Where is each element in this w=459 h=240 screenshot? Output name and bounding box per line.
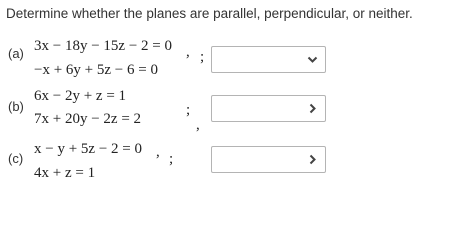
part-b-semicolon: ; — [186, 102, 191, 118]
question-text: Determine whether the planes are parallel, perpendicular, or neither. — [6, 6, 413, 21]
part-a-semicolon: ; — [200, 49, 205, 65]
part-a-answer-dropdown[interactable] — [211, 46, 326, 73]
part-a-equation-2: −x + 6y + 5z − 6 = 0 — [34, 62, 158, 78]
part-c-equation-1: x − y + 5z − 2 = 0 — [34, 141, 142, 157]
part-b-equation-2: 7x + 20y − 2z = 2 — [34, 111, 142, 127]
part-c-semicolon: ; — [169, 151, 174, 167]
chevron-down-icon — [307, 54, 318, 65]
chevron-right-icon — [307, 154, 318, 165]
part-c-answer-dropdown[interactable] — [211, 146, 326, 173]
chevron-right-icon — [307, 103, 318, 114]
part-a-label: (a) — [8, 46, 24, 61]
part-b-answer-dropdown[interactable] — [211, 95, 326, 122]
part-a-equation-1: 3x − 18y − 15z − 2 = 0 — [34, 38, 172, 54]
part-b-label: (b) — [8, 99, 24, 114]
part-c-label: (c) — [8, 151, 24, 166]
part-c-equation-2: 4x + z = 1 — [34, 165, 96, 181]
part-c-comma: , — [156, 144, 160, 160]
part-b-comma: , — [196, 117, 200, 133]
part-b-equation-1: 6x − 2y + z = 1 — [34, 88, 127, 104]
part-a-comma: , — [186, 44, 190, 60]
